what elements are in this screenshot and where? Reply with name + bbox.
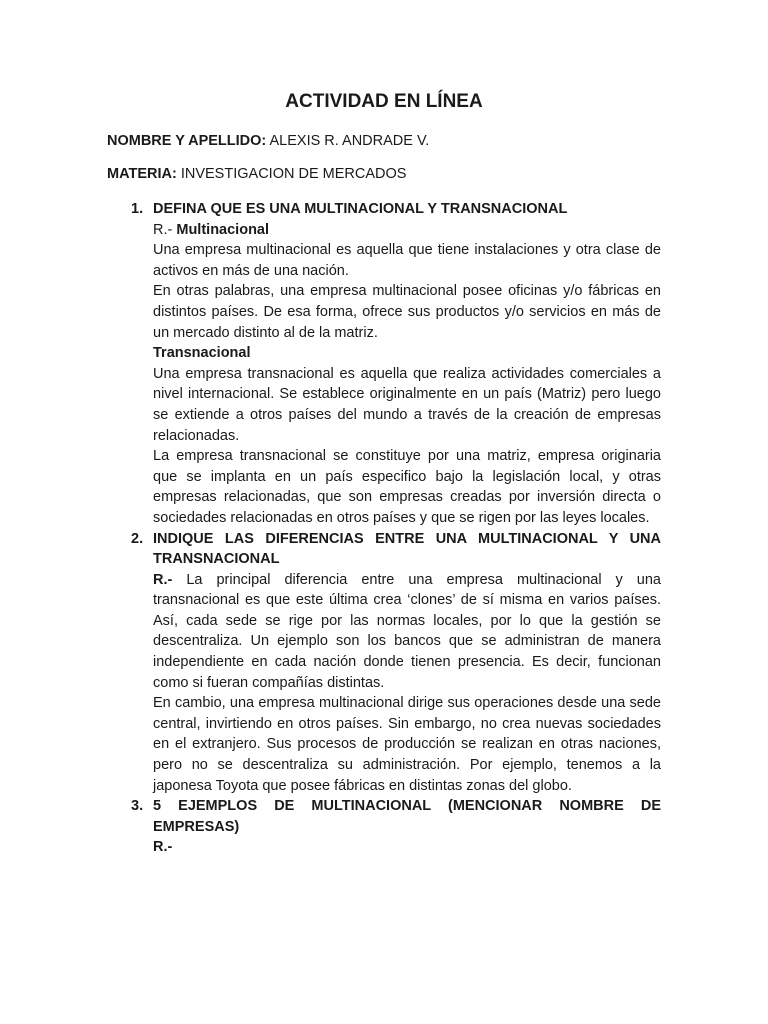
answer-text: La principal diferencia entre una empresa multinacional y una transnacional es que este última crea ‘clones’ de sí misma en varios países. Así, cada sede se rige por las normas locales, por lo que la gestión se descentraliza. Un ejemplo son los bancos que se administran de manera independiente en cada nación donde tienen presencia. Es decir, funcionan como si fueran compañías distintas. [153,571,661,691]
answer-prefix: R.- [153,221,173,238]
subject-label: MATERIA: [107,166,177,182]
question-item-3 [131,796,661,858]
answer-paragraph: Una empresa multinacional es aquella que tiene instalaciones y otra clase de activos en más de una nación. [153,242,661,279]
answer-prefix-line [153,220,661,241]
question-item-2 [131,529,661,797]
student-name-field [107,133,429,149]
subject-field [107,166,406,182]
multinational-heading: Multinacional [176,221,270,238]
student-name-label: NOMBRE Y APELLIDO: [107,133,267,149]
question-list [131,199,661,858]
answer-paragraph: La empresa transnacional se constituye por una matriz, empresa originaria que se implanta en un país especifico bajo la legislación local, y otras empresas relacionadas, que son empresas creadas por inversión directa o sociedades relacionadas en otros países y que se rigen por las leyes locales. [153,448,661,526]
question-number: 3. [131,798,144,815]
transnational-heading: Transnacional [153,345,251,362]
question-text: DEFINA QUE ES UNA MULTINACIONAL Y TRANSNACIONAL [153,201,568,217]
question-number: 2. [131,530,144,547]
answer-paragraph [153,570,661,694]
answer-paragraph: En cambio, una empresa multinacional dirige sus operaciones desde una sede central, invirtiendo en otros países. Sin embargo, no crea nuevas sociedades en el extranjero. Sus procesos de producción se realizan en otras naciones, pero no se descentraliza su administración. Por ejemplo, tenemos a la japonesa Toyota que posee fábricas en distintas zonas del globo. [153,695,661,794]
subject-value: INVESTIGACION DE MERCADOS [180,166,407,182]
answer-paragraph: En otras palabras, una empresa multinacional posee oficinas y/o fábricas en distintos países. De esa forma, ofrece sus productos y/o servicios en más de un mercado distinto al de la matriz. [153,283,661,341]
answer-prefix: R.- [153,571,173,588]
question-text: 5 EJEMPLOS DE MULTINACIONAL (MENCIONAR NOMBRE DE EMPRESAS) [153,798,661,835]
answer-prefix: R.- [153,839,173,856]
question-text: INDIQUE LAS DIFERENCIAS ENTRE UNA MULTINACIONAL Y UNA TRANSNACIONAL [153,530,661,568]
student-name-value: ALEXIS R. ANDRADE V. [269,133,430,149]
question-number: 1. [131,201,144,217]
document-title: ACTIVIDAD EN LÍNEA [285,91,483,112]
question-item-1 [131,199,661,529]
answer-paragraph: Una empresa transnacional es aquella que realiza actividades comerciales a nivel internacional. Se establece originalmente en un país (Matriz) pero luego se extiende a otros países del mundo a través de la creación de empresas relacionadas. [153,365,661,444]
